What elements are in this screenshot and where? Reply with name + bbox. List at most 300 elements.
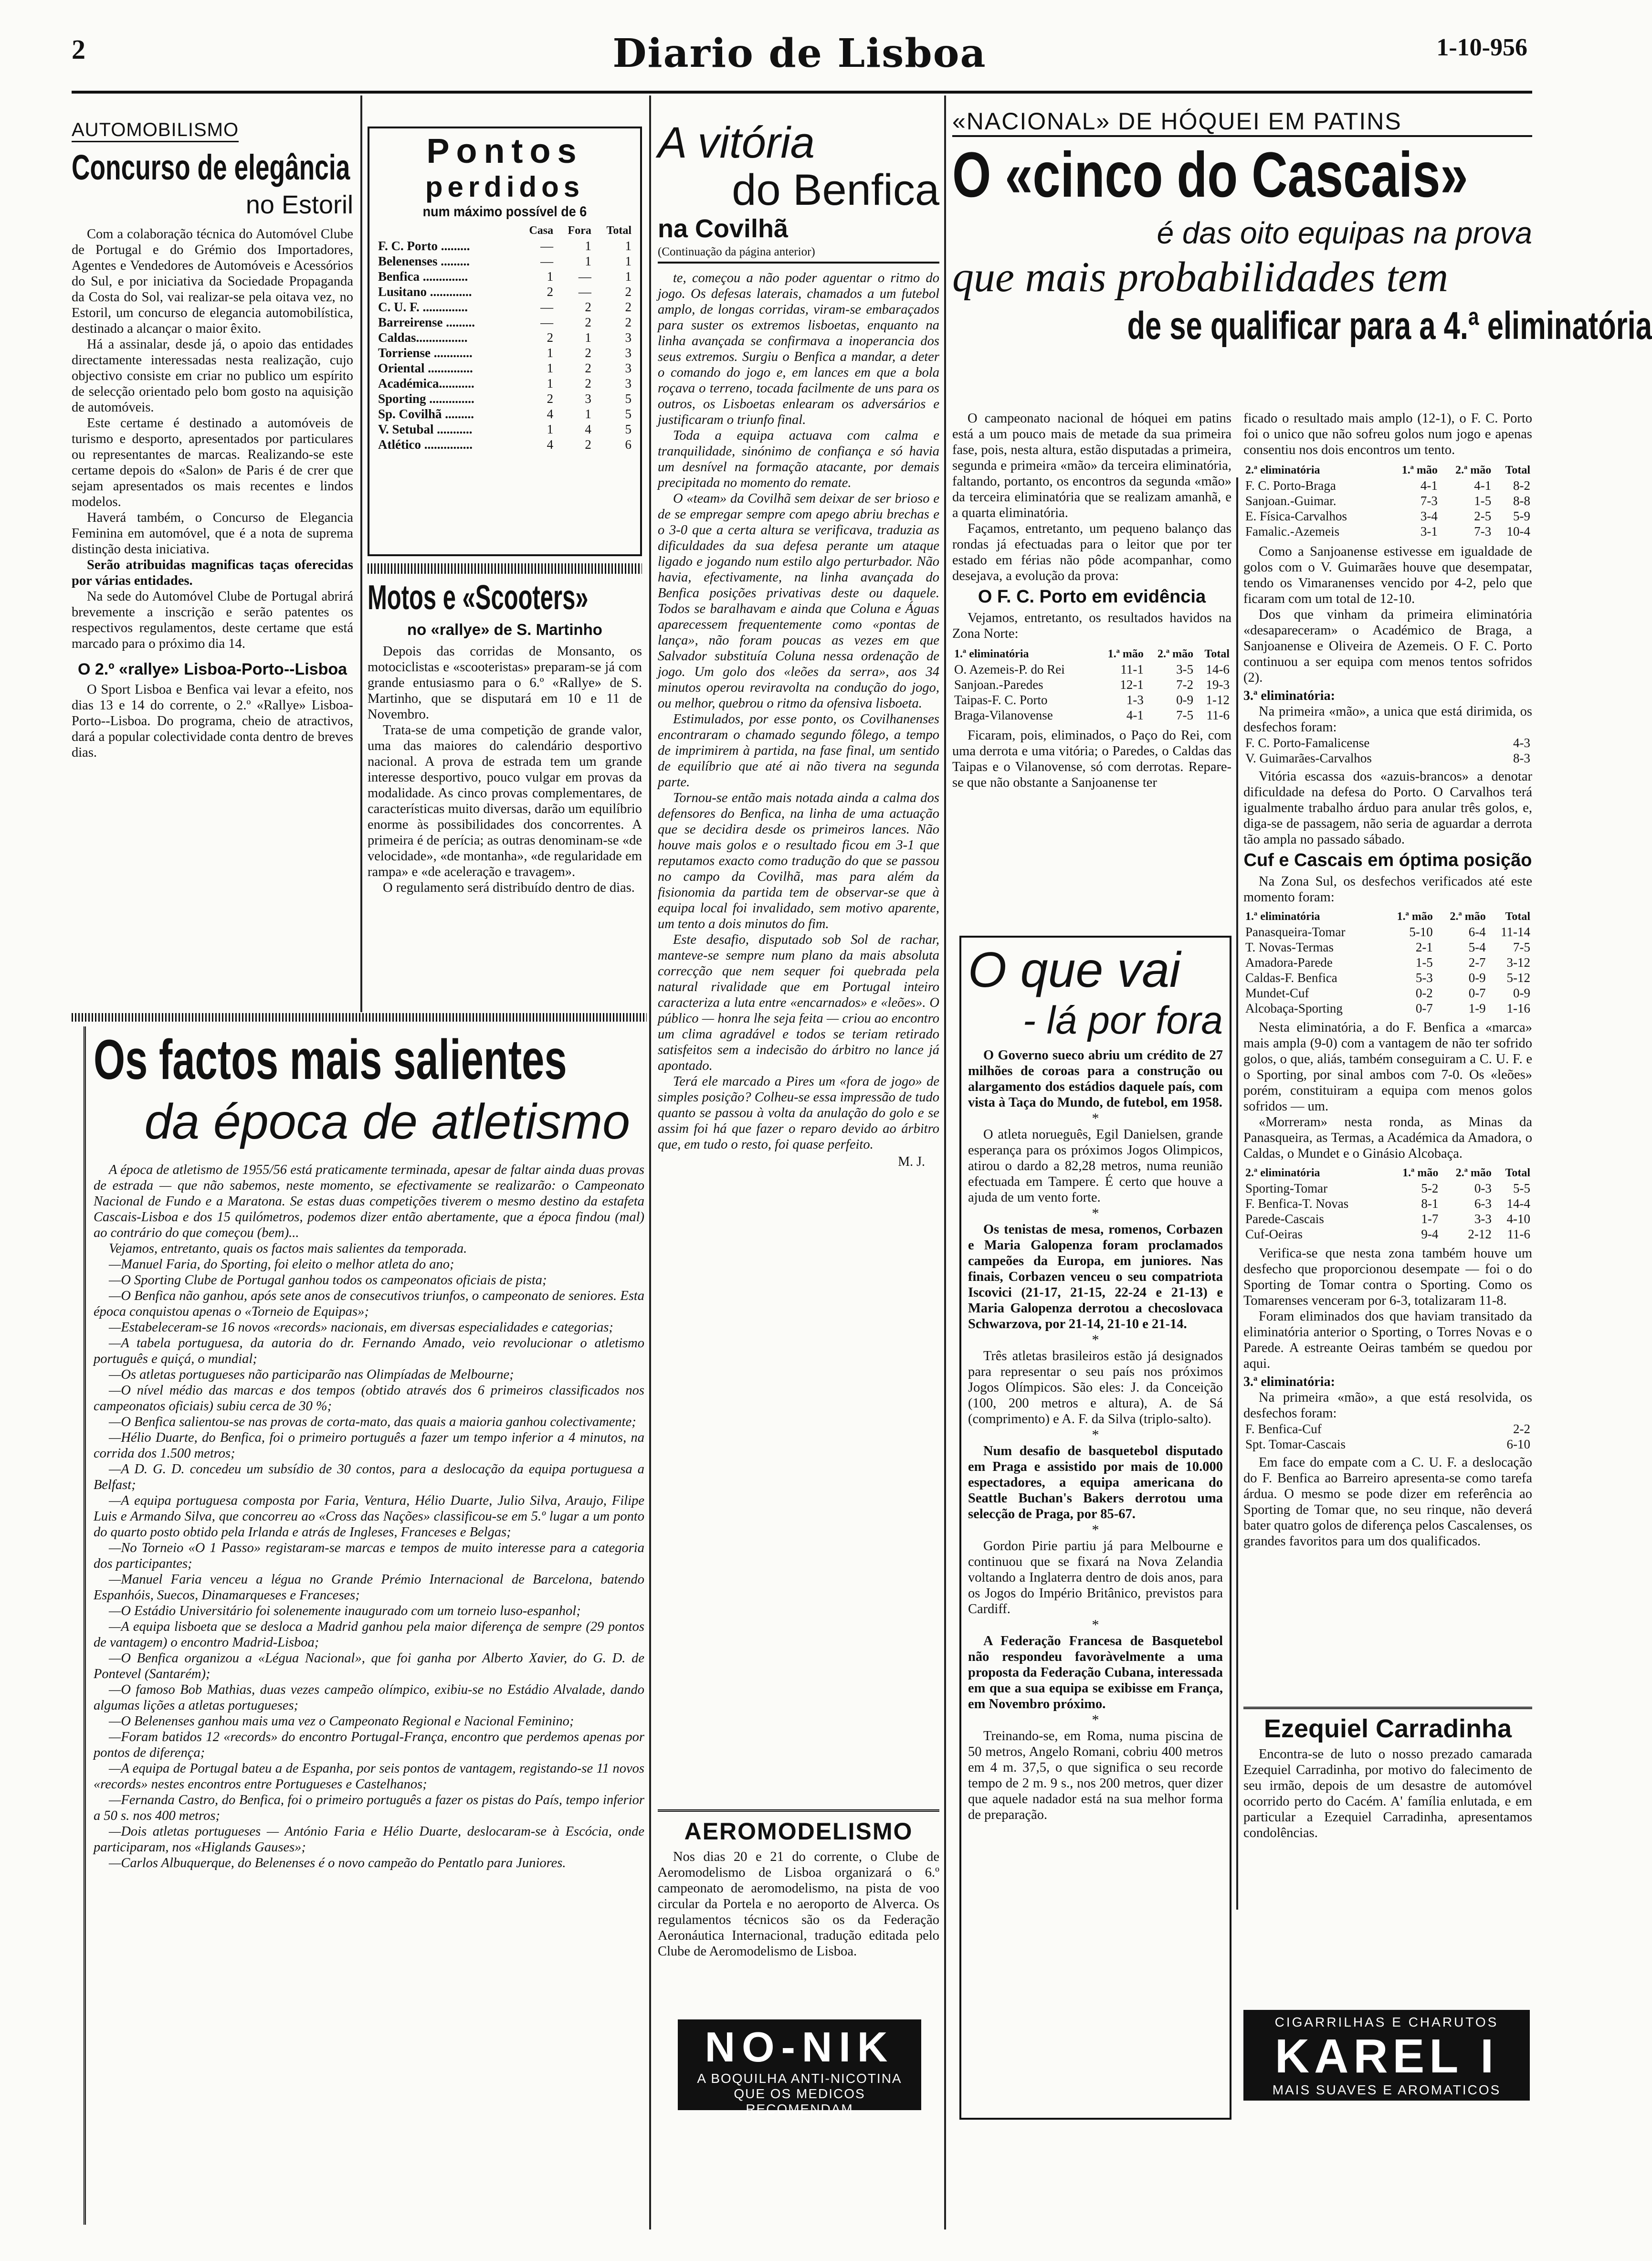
paragraph: Trata-se de uma competição de grande valor, uma das maiores do calendário desportivo nacional. A prova de estrada tem um grande interesse desportivo, pouco vulgar em provas da modalidade. As cinco provas complementares, de características muito diversas, darão um equilíbrio enorme às possibilidades dos concorrentes. A primeira é de perícia; as outras denominam-se «de velocidade», «de montanha», «de regularidade em rampa» e «de aceleração e travagem». (368, 723, 642, 879)
score-cell: 4-10 (1506, 1212, 1530, 1226)
score-cell: 14-6 (1206, 662, 1230, 676)
table-row (376, 284, 633, 299)
list-item: —O Benfica salientou-se nas provas de corta-mato, das quais a maioria ganhou colectivamente; (109, 1415, 636, 1429)
table-cell: 3 (625, 346, 631, 360)
paragraph: ficado o resultado mais amplo (12-1), o F. C. Porto foi o unico que não sofreu golos num jogo e apenas consentiu nos dois encontros um tento. (1243, 411, 1532, 457)
score-cell: 5-9 (1513, 509, 1530, 523)
ad-tagline: QUE OS MEDICOS RECOMENDAM (734, 2086, 865, 2116)
match-name: Cuf-Oeiras (1245, 1227, 1303, 1241)
table-row (1243, 524, 1532, 539)
paragraph: te, começou a não poder aguentar o ritmo do jogo. Os defesas laterais, chamados a um futebol amplo, de longas corridas, viram-se embaraçados para suster os extremos lisboetas, enquanto na linha avançada se confirmava a inoperancia dos seus extremos. Surgiu o Benfica a mandar, a deter o comando do jogo e, em lances em que a bola roçava o terreno, tocada facilmente de uns para os outros, os Lisboetas enlearam os adversários e justificaram o triunfo final. (658, 271, 939, 427)
headline: na Covilhã (658, 214, 789, 243)
list-item: —O nível médio das marcas e dos tempos (obtido através dos 6 primeiros classificados nos campeonatos oficiais) subiu cerca de 30 %; (94, 1383, 644, 1414)
table-cell: 1 (585, 407, 591, 421)
team-name: F. C. Porto ......... (378, 239, 470, 253)
ad-tagline: MAIS SUAVES E AROMATICOS (1272, 2082, 1501, 2097)
table-row (1243, 735, 1532, 750)
team-name: Lusitano ............. (378, 285, 472, 299)
table-row (1243, 955, 1532, 970)
table-row (376, 437, 633, 452)
score-cell: 5-10 (1409, 925, 1433, 939)
match-name: O. Azemeis-P. do Rei (954, 662, 1065, 676)
column-header: Total (1204, 648, 1230, 660)
table-cell: — (540, 254, 554, 268)
match-name: Panasqueira-Tomar (1245, 925, 1346, 939)
score-cell: 3-5 (1176, 662, 1194, 676)
score-cell: 11-6 (1507, 1227, 1530, 1241)
results-table (1243, 463, 1532, 539)
table-row (376, 315, 633, 330)
team-name: Barreirense ......... (378, 315, 475, 329)
table-row (1243, 1181, 1532, 1196)
score-cell: 1-5 (1474, 494, 1492, 508)
asterisk-separator: * (1092, 1427, 1099, 1443)
table-row (1243, 940, 1532, 955)
table-cell: — (540, 315, 554, 329)
column-header: 2.ª mão (1157, 648, 1194, 660)
column-header: 2.ª eliminatória (1245, 464, 1320, 476)
list-item: —A equipa lisboeta que se desloca a Madrid ganhou pela maior diferença de sempre (29 pontos de vantagem) o encontro Madrid-Lisboa; (94, 1619, 644, 1650)
table-row (376, 330, 633, 345)
newspaper-title: Diario de Lisboa (612, 31, 987, 76)
column-header: 1.ª eliminatória (954, 648, 1029, 660)
table-row (376, 345, 633, 360)
paragraph: Nos dias 20 e 21 do corrente, o Clube de Aeromodelismo de Lisboa organizará o 6.º campeonato de aeromodelismo, na pista de voo circular da Portela e no aeroporto de Alverca. Os regulamentos técnicos são os da Federação Aeronáutica Internacional, tradução editada pelo Clube de Aeromodelismo de Lisboa. (658, 1849, 939, 1959)
karel-advertisement (1243, 2010, 1530, 2101)
table-title: Pontos (426, 132, 583, 170)
list-item: —Manuel Faria venceu a légua no Grande Prémio Internacional de Barcelona, batendo Espanhóis, Suecos, Dinamarqueses e Franceses; (94, 1572, 644, 1603)
column-header: 1.ª mão (1397, 910, 1433, 923)
table-row (1243, 1226, 1532, 1242)
table-cell: 1 (585, 239, 591, 253)
score-cell: 8-8 (1513, 494, 1530, 508)
score-cell: 0-2 (1415, 986, 1433, 1000)
hoquei-headline-block (952, 107, 1652, 432)
paragraph: Na primeira «mão», a unica que está dirimida, os desfechos foram: (1243, 704, 1532, 735)
score-cell: 1-7 (1421, 1212, 1439, 1226)
list-item: —O Estádio Universitário foi solenemente inaugurado com um torneio luso-espanhol; (109, 1604, 581, 1618)
masthead (72, 33, 1527, 76)
asterisk-separator: * (1092, 1617, 1099, 1633)
list-item: —A D. G. D. concedeu um subsídio de 30 contos, para a deslocação da equipa portuguesa a Belfast; (94, 1462, 644, 1492)
table-cell: — (540, 300, 554, 314)
subheadline: da época de atletismo (144, 1094, 630, 1150)
paragraph: Com a colaboração técnica do Automóvel Clube de Portugal e do Grémio dos Importadores, Agentes e Vendedores de Automóveis e Acessórios do Sul, e por iniciativa da Sociedade Propaganda da Costa do Sol, vai realizar-se pela oitava vez, no Estoril, um concurso de elegancia automobilística, destinado a alcançar o maior êxito. (72, 227, 353, 336)
paragraph: Estimulados, por esse ponto, os Covilhanenses encontraram o chamado segundo fôlego, a tempo de imprimirem à partida, na fase final, um sentido de equilíbrio que até ai não tivera na segunda parte. (658, 712, 939, 790)
column-header: 1.ª mão (1107, 648, 1144, 660)
column-header: 1.ª mão (1402, 1167, 1439, 1179)
score-cell: 4-1 (1474, 478, 1492, 493)
list-item: —Dois atletas portugueses — António Faria e Hélio Duarte, deslocaram-se à Escócia, onde participaram, nos «Higlands Gauses»; (94, 1824, 644, 1855)
score-cell: 19-3 (1206, 677, 1230, 692)
subheadline: que mais probabilidades tem (952, 254, 1449, 301)
score-cell: 3-1 (1420, 524, 1438, 539)
table-row (952, 662, 1231, 677)
list-item: —Os atletas portugueses não participarão nas Olimpíadas de Melbourne; (109, 1367, 514, 1382)
table-cell: 2 (585, 346, 591, 360)
paragraph: Haverá também, o Concurso de Elegancia Feminina em automóvel, que é a nota de suprema distinção desta iniciativa. (72, 510, 353, 557)
table-subtitle: num máximo possível de 6 (422, 204, 587, 220)
page-number: 2 (72, 34, 85, 65)
score-cell: 4-3 (1513, 736, 1530, 750)
table-cell: 2 (585, 376, 591, 391)
table-cell: 1 (625, 239, 631, 253)
match-name: E. Física-Carvalhos (1245, 509, 1347, 523)
headline: O «cinco do Cascais» (952, 139, 1468, 211)
paragraph: Foram eliminados dos que haviam transitado da eliminatória anterior o Sporting, o Torres Novas e o Parede. A estreante Oeiras também se quedou por aqui. (1243, 1309, 1532, 1371)
table-row (1243, 970, 1532, 985)
paragraph: Na primeira «mão», a que está resolvida, os desfechos foram: (1243, 1390, 1532, 1421)
score-cell: 2-12 (1468, 1227, 1492, 1241)
paragraph: Depois das corridas de Monsanto, os motociclistas e «scooteristas» preparam-se já com grande entusiasmo para o 6.º «Rallye» de S. Martinho, que se disputará em 10 e 11 de Novembro. (368, 644, 642, 722)
score-cell: 7-3 (1420, 494, 1438, 508)
list-item: —Manuel Faria, do Sporting, foi eleito o melhor atleta do ano; (109, 1257, 454, 1272)
table-cell: 2 (625, 300, 631, 314)
score-cell: 5-5 (1513, 1181, 1530, 1195)
headline: do Benfica (732, 166, 939, 214)
table-cell: 1 (547, 422, 554, 436)
score-cell: 11-6 (1206, 708, 1230, 722)
table-cell: 1 (585, 254, 591, 268)
team-name: Caldas................ (378, 330, 468, 345)
asterisk-separator: * (1092, 1110, 1099, 1126)
subheadline: é das oito equipas na prova (1157, 216, 1532, 250)
list-item: —Carlos Albuquerque, do Belenenses é o novo campeão do Pentatlo para Juniores. (109, 1856, 566, 1870)
decorative-rule (72, 1013, 647, 1022)
table-row (1243, 985, 1532, 1001)
score-cell: 2-2 (1513, 1422, 1530, 1436)
table-cell: 2 (585, 315, 591, 329)
team-name: Sporting .............. (378, 391, 474, 406)
facts-list (94, 1257, 644, 1871)
score-cell: 5-12 (1506, 971, 1530, 985)
table-cell: 4 (585, 422, 591, 436)
hoquei-column-b (1243, 411, 1532, 1700)
score-cell: 0-7 (1415, 1001, 1433, 1015)
headline: Os factos mais salientes (94, 1028, 567, 1091)
column-header: 1.ª eliminatória (1245, 910, 1320, 923)
score-cell: 0-9 (1468, 971, 1486, 985)
list-item: —O Sporting Clube de Portugal ganhou todos os campeonatos oficiais de pista; (109, 1273, 547, 1288)
column-header: Total (1505, 464, 1530, 476)
table-header-row (1243, 909, 1532, 924)
score-cell: 5-4 (1468, 940, 1486, 954)
score-cell: 6-10 (1506, 1437, 1530, 1451)
news-item: Gordon Pirie partiu já para Melbourne e continuou que se fixará na Nova Zelandia voltando a Inglaterra dentro de dois anos, para os Jogos do Império Britânico, previstos para Cardiff. (968, 1539, 1223, 1617)
automobilismo-article (72, 119, 353, 1007)
column-divider (1236, 477, 1238, 1910)
table-cell: 3 (625, 361, 631, 375)
paragraph: Façamos, entretanto, um pequeno balanço das rondas já efectuadas para o leitor que por ter estado em férias não pôde acompanhar, como desejava, a evolução da prova: (952, 521, 1231, 583)
paragraph: Na sede do Automóvel Clube de Portugal abrirá brevemente a inscrição e serão patentes os respectivos regulamentos, deste certame que está marcado para o próximo dia 14. (72, 589, 353, 651)
table-cell: 2 (625, 315, 631, 329)
score-cell: 0-7 (1468, 986, 1486, 1000)
team-name: Atlético ............... (378, 437, 473, 452)
list-item: —O Benfica organizou a «Légua Nacional», que foi ganha por Alberto Xavier, do G. D. de Pontevel (Santarém); (94, 1651, 644, 1681)
results-table (1243, 735, 1532, 766)
table-cell: 6 (625, 437, 631, 452)
table-row (376, 406, 633, 422)
headline: Ezequiel Carradinha (1263, 1714, 1512, 1743)
score-cell: 7-3 (1474, 524, 1492, 539)
score-cell: 11-14 (1501, 925, 1530, 939)
asterisk-separator: * (1092, 1522, 1099, 1538)
subheading: Cuf e Cascais em óptima posição (1243, 850, 1532, 870)
table-row (952, 677, 1231, 692)
table-cell: 4 (547, 407, 554, 421)
continuation-note: (Continuação da página anterior) (658, 245, 939, 264)
masthead-rule (72, 91, 1532, 94)
column-divider (360, 95, 362, 1012)
asterisk-separator: * (1092, 1332, 1099, 1348)
score-cell: 6-3 (1474, 1196, 1492, 1211)
paragraph: Tornou-se então mais notada ainda a calma dos defensores do Benfica, na linha de uma actuação que se decidira desde os primeiros lances. Não houve mais golos e o resultado ficou em 3-1 que reputamos exacto como tradução do que se passou no campo da Covilhã, mas para além da fisionomia da partida tem de observar-se que à equipa local foi invalidado, sem motivo aparente, um tento a dois minutos do fim. (658, 791, 939, 931)
table-row (376, 391, 633, 406)
table-cell: 1 (547, 361, 554, 375)
table-row (376, 269, 633, 284)
match-name: Braga-Vilanovense (954, 708, 1053, 722)
subheading: 3.ª eliminatória: (1243, 1374, 1335, 1389)
column-header: Fora (568, 224, 591, 237)
paragraph: Dos que vinham da primeira eliminatória «desapareceram» o Académico de Braga, a Sanjoanense e Oliveira de Azemeis. O F. C. Porto continuou a ser equipa com menos tentos sofridos (2). (1243, 607, 1532, 685)
paragraph: Encontra-se de luto o nosso prezado camarada Ezequiel Carradinha, por motivo do falecimento de seu irmão, depois de um desastre de automóvel ocorrido perto do Cacém. A' família enlutada, e em particular a Ezequiel Carradinha, apresentamos condolências. (1243, 1747, 1532, 1840)
table-cell: 3 (625, 330, 631, 345)
headline: Motos e «Scooters» (368, 579, 589, 617)
team-name: Torriense ............ (378, 346, 473, 360)
score-cell: 1-5 (1415, 955, 1433, 970)
score-cell: 9-4 (1421, 1227, 1439, 1241)
list-item: —Estabeleceram-se 16 novos «records» nacionais, em diversas especialidades e categorias; (109, 1320, 613, 1335)
paragraph: Vejamos, entretanto, quais os factos mais salientes da temporada. (109, 1241, 467, 1256)
ad-tagline: A BOQUILHA ANTI-NICOTINA (697, 2071, 902, 2086)
table-cell: 4 (547, 437, 554, 452)
table-row (376, 254, 633, 269)
score-cell: 3-3 (1474, 1212, 1492, 1226)
match-name: Mundet-Cuf (1245, 986, 1309, 1000)
paragraph: Ficaram, pois, eliminados, o Paço do Rei, com uma derrota e uma vitória; o Paredes, o Caldas das Taipas e o Vilanovense, só com derrotas. Repare-se que não obstante a Sanjoanense ter (952, 728, 1231, 790)
table-row (1243, 750, 1532, 766)
column-header: 2.ª eliminatória (1245, 1167, 1320, 1179)
paragraph: Toda a equipa actuava com calma e tranquilidade, sinónimo de confiança e só havia um desnível na formação atacante, por demais precipitada no momento do remate. (658, 428, 939, 490)
subheading: O 2.º «rallye» Lisboa-Porto--Lisboa (77, 660, 347, 678)
section-label: AUTOMOBILISMO (72, 119, 239, 142)
asterisk-separator: * (1092, 1712, 1099, 1728)
score-cell: 3-12 (1506, 955, 1530, 970)
paragraph: Vejamos, entretanto, os resultados havidos na Zona Norte: (952, 611, 1231, 641)
paragraph: Como a Sanjoanense estivesse em igualdade de golos com o V. Guimarães houve que desempatar, tendo os Vimaranenses vencido por 4-2, pelo que ficaram com um total de 12-10. (1243, 544, 1532, 606)
score-cell: 0-9 (1513, 986, 1530, 1000)
table-row (376, 422, 633, 437)
standings-table (376, 223, 633, 452)
table-row (952, 708, 1231, 723)
subheadline: de se qualificar para a 4.ª eliminatória (1127, 304, 1652, 348)
table-title: perdidos (425, 171, 585, 203)
match-name: Famalic.-Azemeis (1245, 524, 1340, 539)
column-header: 1.ª mão (1401, 464, 1438, 476)
subheading: 3.ª eliminatória: (1243, 688, 1335, 703)
benfica-article (658, 119, 939, 1303)
paragraph: Há a assinalar, desde já, o apoio das entidades directamente interessadas nesta realização, cujo objectivo consiste em criar no publico um espírito de selecção orientado pelo bom gosto na aquisição de automóveis. (72, 337, 353, 415)
match-name: F. Benfica-Cuf (1245, 1422, 1322, 1436)
results-table (952, 646, 1231, 723)
paragraph: Este desafio, disputado sob Sol de rachar, manteve-se sempre num plano da mais absoluta correcção que nem sequer foi quebrada pela natural rivalidade que em Portugal inteiro caracteriza a luta entre «encarnados» e «leões». O público — honra lhe seja feita — criou ao encontro um clima agradável e todos se teriam retirado satisfeitos sem a indecisão do árbitro no lance já apontado. (658, 932, 939, 1073)
score-cell: 1-9 (1468, 1001, 1486, 1015)
table-cell: 2 (547, 391, 554, 406)
column-header: Total (1505, 910, 1530, 923)
table-row (376, 299, 633, 315)
score-cell: 5-3 (1415, 971, 1433, 985)
asterisk-separator: * (1092, 1205, 1099, 1221)
table-row (1243, 478, 1532, 493)
paragraph: Verifica-se que nesta zona também houve um desfecho que proporcionou desempate — foi o do Sporting de Tomar contra o Sporting. Como os Tomarenses venceram por 6-3, totalizaram 11-8. (1243, 1246, 1532, 1308)
column-header: 2.ª mão (1450, 910, 1486, 923)
table-header-row (1243, 1165, 1532, 1181)
section-label: «NACIONAL» DE HÓQUEI EM PATINS (952, 107, 1532, 137)
atletismo-article (84, 1026, 644, 2225)
table-cell: 1 (547, 269, 554, 284)
team-name: Sp. Covilhã ......... (378, 407, 474, 421)
list-item: —Foram batidos 12 «records» do encontro Portugal-França, encontro que perdemos apenas por pontos de diferença; (94, 1730, 644, 1760)
match-name: Spt. Tomar-Cascais (1245, 1437, 1346, 1451)
ad-brand: KAREL I (1274, 2029, 1499, 2083)
paragraph: Este certame é destinado a automóveis de turismo e desporto, apresentados por particulares ou representantes de marcas. Realizando-se este certame depois do «Salon» de Paris é de crer que sejam apresentados os mais recentes e lindos modelos. (72, 416, 353, 509)
column-header: Total (1505, 1167, 1530, 1179)
pontos-perdidos-box (368, 127, 642, 556)
match-name: V. Guimarães-Carvalhos (1245, 751, 1372, 765)
aeromodelismo-article (658, 1809, 939, 2000)
headline: Concurso de elegância (72, 148, 350, 187)
match-name: F. Benfica-T. Novas (1245, 1196, 1349, 1211)
list-item: —A tabela portuguesa, da autoria do dr. Fernando Amado, veio revolucionar o atletismo português e quiçá, o mundial; (94, 1336, 644, 1366)
score-cell: 3-4 (1420, 509, 1438, 523)
match-name: Amadora-Parede (1245, 955, 1333, 970)
list-item: —O Benfica não ganhou, após sete anos de consecutivos triunfos, o campeonato de seniores. Esta época conquistou apenas o «Torneio de Equipas»; (94, 1289, 644, 1319)
headline: A vitória (658, 118, 815, 167)
match-name: Sanjoan.-Guimar. (1245, 494, 1336, 508)
paragraph: O «team» da Covilhã sem deixar de ser brioso e de se empregar sempre com apego abriu brechas e o 3-0 que a certa altura se verificava, traduzia as dificuldades da sua defesa perante um ataque ligado e jogando num estilo algo perturbador. Não havia, efectivamente, na linha avançada do Benfica posições privativas deste ou daquele. Todos se baralhavam e ainda que Coluna e Águas aparecessem frequentemente como «pontas de lança», não foram poucas as vezes em que Salvador substituía Coluna nessa ordenação de jogo. Um golo dos «leões da serra», aos 34 minutos operou reviravolta na condução do jogo, ou melhor, quebrou o ritmo da ofensiva lisboeta. (658, 491, 939, 711)
match-name: T. Novas-Termas (1245, 940, 1334, 954)
table-row (1243, 508, 1532, 524)
score-cell: 2-5 (1474, 509, 1492, 523)
column-header: Casa (529, 224, 554, 237)
team-name: Académica........... (378, 376, 474, 391)
score-cell: 6-4 (1468, 925, 1486, 939)
headline: - lá por fora (1022, 999, 1223, 1042)
table-header-row (952, 646, 1231, 662)
match-name: F. C. Porto-Braga (1245, 478, 1336, 493)
issue-date: 1-10-956 (1436, 34, 1527, 61)
paragraph: O Sport Lisboa e Benfica vai levar a efeito, nos dias 13 e 14 do corrente, o 2.º «Rallye» Lisboa-Porto--Lisboa. Do programa, cheio de atractivos, dará a popular colectividade conta dentro de breves dias. (72, 682, 353, 760)
paragraph: «Morreram» nesta ronda, as Minas da Panasqueira, as Termas, a Académica da Amadora, o Caldas, o Mundet e o Ginásio Alcobaça. (1243, 1115, 1532, 1161)
table-cell: 5 (625, 407, 631, 421)
score-cell: 10-4 (1506, 524, 1530, 539)
column-header: 2.ª mão (1455, 464, 1492, 476)
paragraph: Na Zona Sul, os desfechos verificados até este momento foram: (1243, 874, 1532, 905)
news-item: O atleta norueguês, Egil Danielsen, grande esperança para os próximos Jogos Olimpicos, atirou o dardo a 82,28 metros, numa reunião efectuada em Tampere. É certo que houve a ajuda de um vento forte. (968, 1127, 1223, 1205)
obituary-article (1243, 1707, 1532, 2003)
table-cell: 1 (625, 254, 631, 268)
results-table (1243, 909, 1532, 1016)
subheadline: no «rallye» de S. Martinho (407, 621, 602, 638)
news-items (968, 1047, 1223, 1823)
team-name: Oriental .............. (378, 361, 473, 375)
score-cell: 12-1 (1120, 677, 1144, 692)
score-cell: 8-3 (1513, 751, 1530, 765)
news-item: Os tenistas de mesa, romenos, Corbazen e Maria Galopenza foram proclamados campeões da Europa, em juniores. Nas finais, Corbazen venceu o seu compatriota Iscovici (21-17, 21-15, 22-24 e 21-13) e Maria Galopenza derrotou a checoslovaca Schwarzova, por 21-14, 21-10 e 21-14. (968, 1222, 1223, 1331)
list-item: —Fernanda Castro, do Benfica, foi o primeiro português a fazer os pistas do País, tempo inferior a 50 s. nos 400 metros; (94, 1793, 644, 1823)
news-item: Num desafio de basquetebol disputado em Praga e assistido por mais de 10.000 espectadores, a equipa americana do Seattle Buchan's Bakers derrotou uma selecção de Praga, por 85-67. (968, 1444, 1223, 1521)
list-item: —Hélio Duarte, do Benfica, foi o primeiro português a fazer um tempo inferior a 4 minutos, na corrida dos 1.500 metros; (94, 1430, 644, 1461)
score-cell: 5-2 (1421, 1181, 1439, 1195)
paragraph: Serão atribuidas magnificas taças oferecidas por várias entidades. (72, 558, 353, 588)
team-name: Belenenses ......... (378, 254, 470, 268)
table-cell: 1 (547, 346, 554, 360)
team-name: C. U. F. .............. (378, 300, 468, 314)
table-cell: 3 (625, 376, 631, 391)
table-row (1243, 924, 1532, 940)
que-vai-box (959, 936, 1231, 2120)
paragraph: Em face do empate com a C. U. F. a deslocação do F. Benfica ao Barreiro apresenta-se como tarefa árdua. O mesmo se pode dizer em referência ao Sporting de Tomar que, no seu rinque, não deverá bater quatro golos de diferença pelos Cascalenses, os grandes favoritos para um dos qualificados. (1243, 1455, 1532, 1549)
table-row (1243, 1196, 1532, 1211)
table-header-row (1243, 463, 1532, 478)
ad-tagline: CIGARRILHAS E CHARUTOS (1274, 2015, 1499, 2029)
decorative-rule (368, 563, 642, 574)
table-cell: 2 (625, 285, 631, 299)
motos-article (368, 578, 642, 1007)
score-cell: 1-16 (1506, 1001, 1530, 1015)
table-row (1243, 493, 1532, 508)
team-name: V. Setubal ........... (378, 422, 473, 436)
results-table (1243, 1421, 1532, 1452)
column-header: 2.ª mão (1455, 1167, 1492, 1179)
match-name: Sporting-Tomar (1245, 1181, 1328, 1195)
score-cell: 8-2 (1513, 478, 1530, 493)
paragraph: A época de atletismo de 1955/56 está praticamente terminada, apesar de faltar ainda duas provas de estrada — que não sabemos, neste momento, se efectivamente se realizarão: o Campeonato Nacional de Fundo e a Maratona. Se estas duas competições tiverem o mesmo destino da estafeta Cascais-Lisboa e dos 15 quilómetros, podemos dizer então abertamente, que a época findou (mal) ao contrário do que começou (bem)... (94, 1162, 644, 1240)
score-cell: 7-5 (1176, 708, 1194, 722)
match-name: Alcobaça-Sporting (1245, 1001, 1343, 1015)
column-divider (649, 95, 651, 2229)
subheadline: no Estoril (245, 190, 353, 219)
table-row (952, 692, 1231, 708)
table-row (1243, 1211, 1532, 1226)
table-cell: 1 (585, 330, 591, 345)
hoquei-column-a (952, 411, 1231, 936)
table-cell: 1 (625, 269, 631, 284)
match-name: F. C. Porto-Famalicense (1245, 736, 1370, 750)
paragraph: O campeonato nacional de hóquei em patins está a um pouco mais de metade da sua primeira fase, pois, nesta altura, estão disputadas a primeira, segunda e primeira «mão» da terceira eliminatória, faltando, portanto, os encontros da segunda «mão» da terceira eliminatória que se realizam amanhã, e a quarta eliminatória. (952, 411, 1231, 520)
table-cell: — (578, 269, 591, 284)
table-cell: 2 (585, 300, 591, 314)
table-row (1243, 1437, 1532, 1452)
table-cell: 5 (625, 391, 631, 406)
score-cell: 7-5 (1513, 940, 1530, 954)
paragraph: O regulamento será distribuído dentro de dias. (383, 880, 635, 895)
table-cell: — (540, 239, 554, 253)
news-item: Três atletas brasileiros estão já designados para representar o seu país nos próximos Jogos Olímpicos. São eles: J. da Conceição (100, 200 metros e altura), A. de Sá (comprimento) e A. F. da Silva (triplo-salto). (968, 1349, 1223, 1426)
score-cell: 0-9 (1176, 693, 1194, 707)
list-item: —A equipa portuguesa composta por Faria, Ventura, Hélio Duarte, Julio Silva, Araujo, Filipe Luis e Armando Silva, que concorreu ao «Cross das Nações» classificou-se em 5.º lugar a um ponto do quarto posto obtido pela Irlanda e atrás de Ingleses, Franceses e Belgas; (94, 1493, 644, 1540)
table-row (376, 376, 633, 391)
table-cell: 2 (585, 361, 591, 375)
team-name: Benfica .............. (378, 269, 468, 284)
match-name: Caldas-F. Benfica (1245, 971, 1337, 985)
table-row (376, 238, 633, 254)
score-cell: 11-1 (1120, 662, 1144, 676)
news-item: O Governo sueco abriu um crédito de 27 milhões de coroas para a construção ou alargamento dos estádios daquele país, com vista à Taça do Mundo, de futebol, em 1958. (968, 1048, 1223, 1110)
no-nik-advertisement (678, 2019, 921, 2116)
score-cell: 4-1 (1420, 478, 1438, 493)
table-row (1243, 1001, 1532, 1016)
